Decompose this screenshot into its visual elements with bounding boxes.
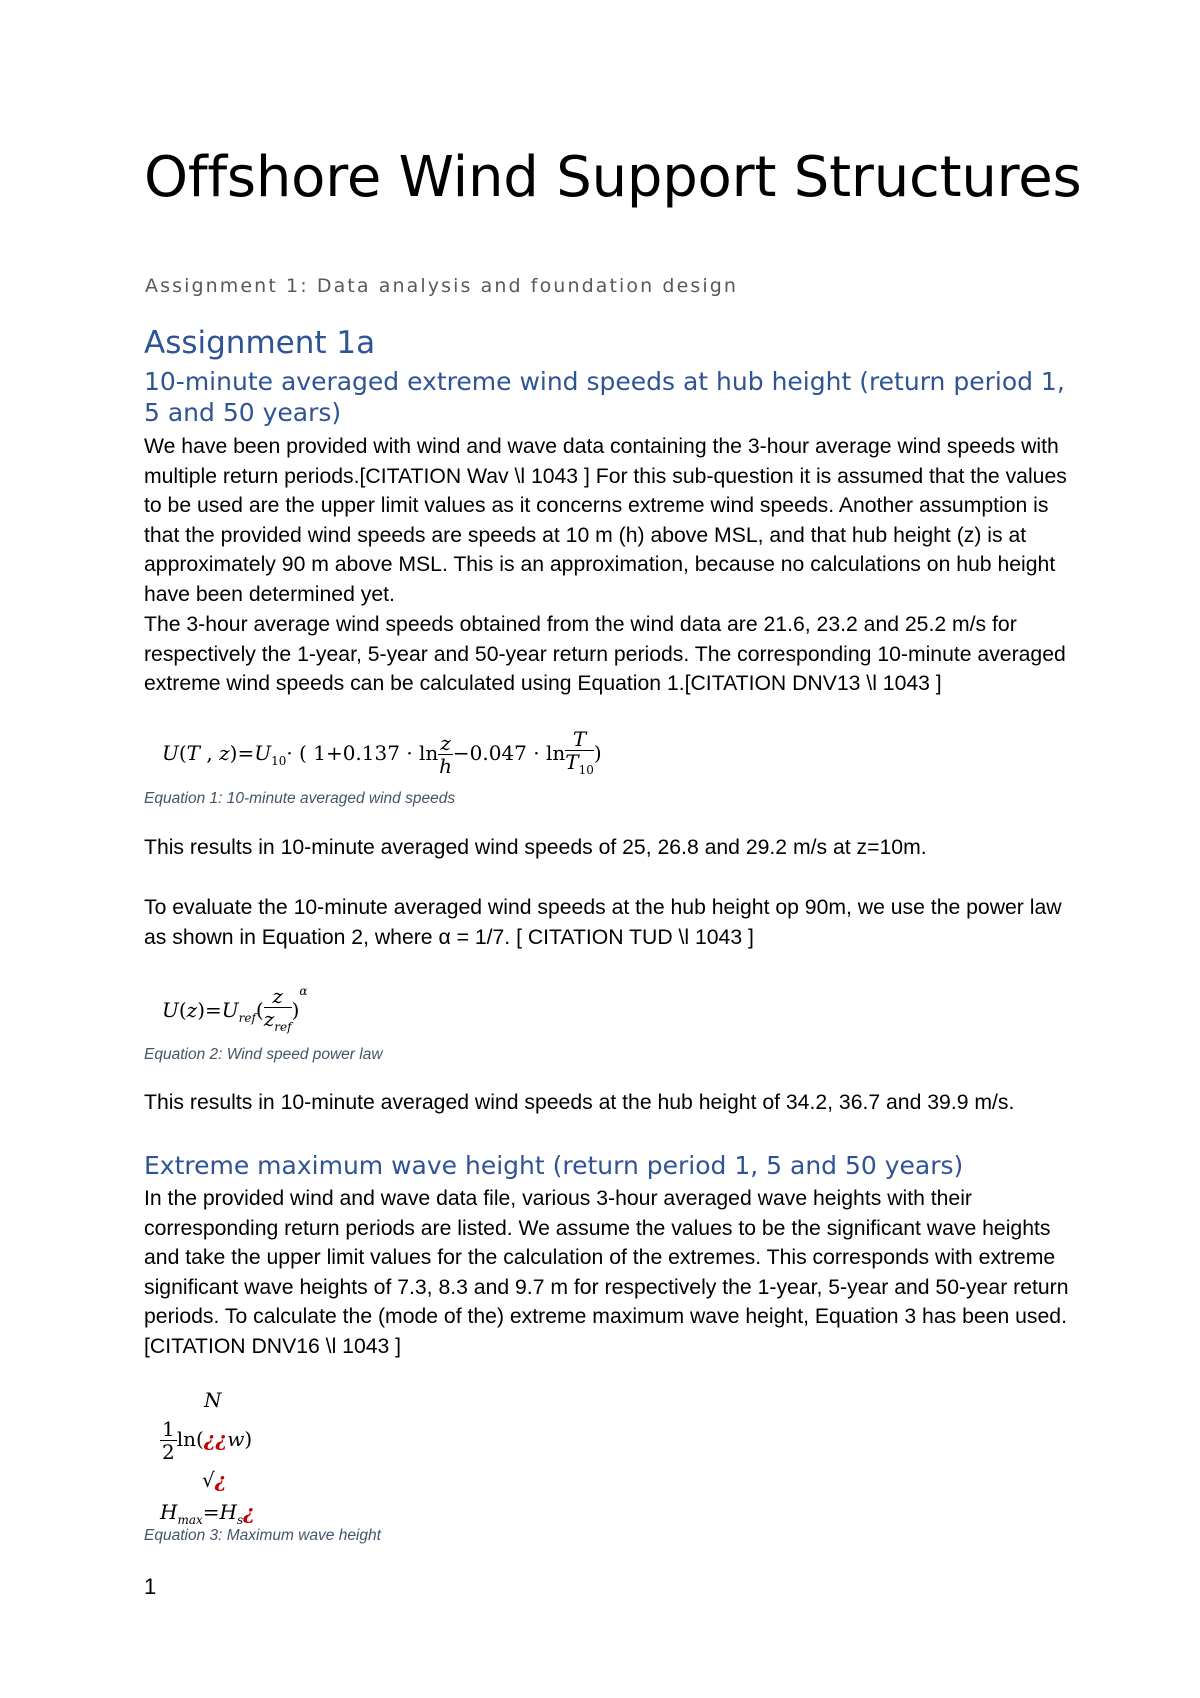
- result-hub-height-speeds: This results in 10-minute averaged wind speeds at the hub height of 34.2, 36.7 and 39.9 m/s.: [144, 1091, 1015, 1114]
- document-subtitle: Assignment 1: Data analysis and foundation design: [145, 275, 739, 297]
- document-title: Offshore Wind Support Structures: [144, 145, 1082, 210]
- equation-3-sqrt: √¿: [202, 1468, 227, 1492]
- equation-1: U(T , $z)=U_{10}\cdot$ ( 1+0.137 · ln $\frac{z}{h}$ −0.047 · ln $\frac{T}{T_{10}}$ ): [162, 727, 602, 778]
- heading-wind-speeds: 10-minute averaged extreme wind speeds at hub height (return period 1, 5 and 50 years): [144, 367, 1065, 427]
- heading-wave-height: Extreme maximum wave height (return period 1, 5 and 50 years): [144, 1151, 964, 1180]
- heading-assignment-1a: Assignment 1a: [144, 325, 376, 361]
- page-number: 1: [144, 1574, 157, 1599]
- equation-2-caption: Equation 2: Wind speed power law: [144, 1046, 383, 1063]
- paragraph-3-hour-speeds: The 3-hour average wind speeds obtained from the wind data are 21.6, 23.2 and 25.2 m/s for respectively the 1-year, 5-year and 50-year return periods. The corresponding 10-minute averaged extreme wind speeds can be calculated using Equation 1.[CITATION DNV13 \l 1043 ]: [144, 613, 1066, 696]
- result-10m-speeds: This results in 10-minute averaged wind speeds of 25, 26.8 and 29.2 m/s at z=10m.: [144, 836, 927, 859]
- equation-2: $U(z)=U_{ref}$( $\frac{z}{z_{ref}}$ )$^\alpha$: [162, 984, 308, 1034]
- paragraph-wave-data: In the provided wind and wave data file, various 3-hour averaged wave heights with their corresponding return periods are listed. We assume the values to be the significant wave heights and take the upper limit values for the calculation of the extremes. This corresponds with extreme significant wave heights of 7.3, 8.3 and 9.7 m for respectively the 1-year, 5-year and 50-year return periods. To calculate the (mode of the) extreme maximum wave height, Equation 3 has been used. [CITATION DNV16 \l 1043 ]: [144, 1187, 1069, 1358]
- paragraph-wind-data: We have been provided with wind and wave data containing the 3-hour average wind speeds with multiple return periods.[CITATION Wav \l 1043 ] For this sub-question it is assumed that the values to be used are the upper limit values as it concerns extreme wind speeds. Another assumption is that the provided wind speeds are speeds at 10 m (h) above MSL, and that hub height (z) is at approximately 90 m above MSL. This is an approximation, because no calculations on hub height have been determined yet.: [144, 435, 1067, 606]
- equation-3-n: N: [204, 1388, 222, 1412]
- equation-1-caption: Equation 1: 10-minute averaged wind speeds: [144, 790, 456, 807]
- equation-3-hmax: $H_{max}=H_s¿$: [160, 1500, 255, 1527]
- equation-3-caption: Equation 3: Maximum wave height: [144, 1527, 381, 1544]
- paragraph-power-law: To evaluate the 10-minute averaged wind speeds at the hub height op 90m, we use the power law as shown in Equation 2, where α = 1/7. [ CITATION TUD \l 1043 ]: [144, 896, 1062, 949]
- equation-3-ln: $\frac{1}{2}$ ln(¿¿w): [162, 1417, 253, 1464]
